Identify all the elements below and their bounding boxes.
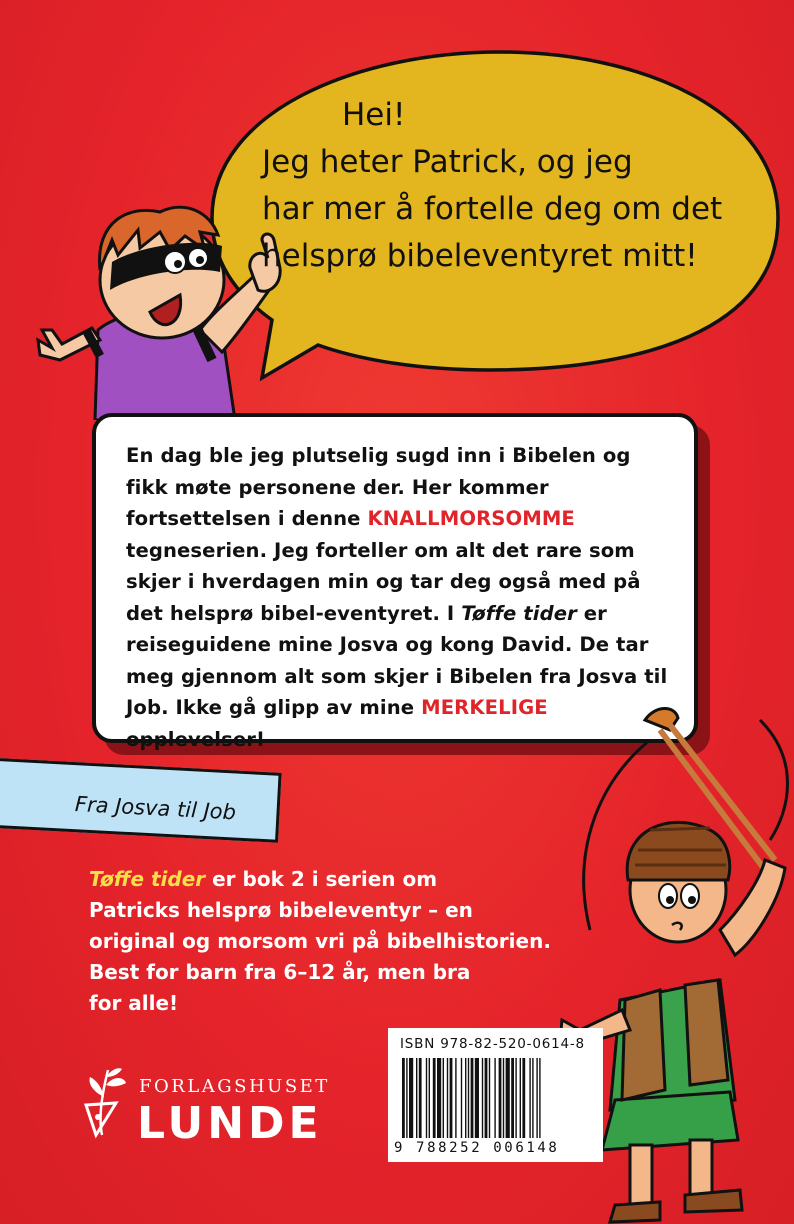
bubble-line: Jeg heter Patrick, og jeg — [262, 144, 633, 180]
isbn-barcode — [388, 1028, 603, 1162]
book-description — [89, 864, 649, 1019]
bubble-line: helsprø bibeleventyret mitt! — [262, 238, 698, 274]
publisher-name-small: FORLAGSHUSET — [139, 1076, 330, 1097]
publisher-logo-icon — [78, 1065, 133, 1150]
blurb-book-title: Tøffe tider — [461, 601, 577, 625]
description-line: Patricks helsprø bibeleventyr – en — [89, 898, 473, 922]
blurb-highlight-merkelige: MERKELIGE — [421, 696, 548, 719]
bubble-greeting: Hei! — [342, 97, 406, 133]
description-text: er bok 2 i serien om — [205, 867, 438, 891]
blurb-part: opplevelser! — [126, 727, 266, 751]
publisher-name-big: LUNDE — [137, 1098, 323, 1149]
barcode-digits: 9 788252 006148 — [394, 1140, 560, 1156]
blurb-part: En dag ble jeg plutselig sugd inn i Bibelen og fikk møte personene der. Her kommer fortsettelsen i denne — [126, 444, 631, 530]
blurb-box — [92, 413, 698, 751]
blurb-part: er reiseguidene mine Josva og kong David. De tar meg gjennom alt som skjer i Bibelen fra Josva til Job. Ikke gå glipp av mine — [126, 601, 668, 719]
speech-bubble-text — [262, 92, 762, 280]
barcode-bars-icon — [402, 1058, 592, 1140]
isbn-label: ISBN 978-82-520-0614-8 — [400, 1036, 585, 1052]
series-label: Fra Josva til Job — [74, 792, 237, 825]
description-line: for alle! — [89, 991, 179, 1015]
blurb-highlight-knallmorsomme: KNALLMORSOMME — [367, 507, 575, 530]
description-line: original og morsom vri på bibelhistorien. — [89, 929, 551, 953]
description-line: Best for barn fra 6–12 år, men bra — [89, 960, 471, 984]
blurb-part: tegneserien. Jeg forteller om alt det rare som skjer i hverdagen min og tar deg også med på det helsprø bibel-eventyret. I — [126, 538, 641, 625]
description-line — [89, 864, 649, 895]
bubble-line: har mer å fortelle deg om det — [262, 191, 723, 227]
description-book-title: Tøffe tider — [89, 867, 206, 891]
